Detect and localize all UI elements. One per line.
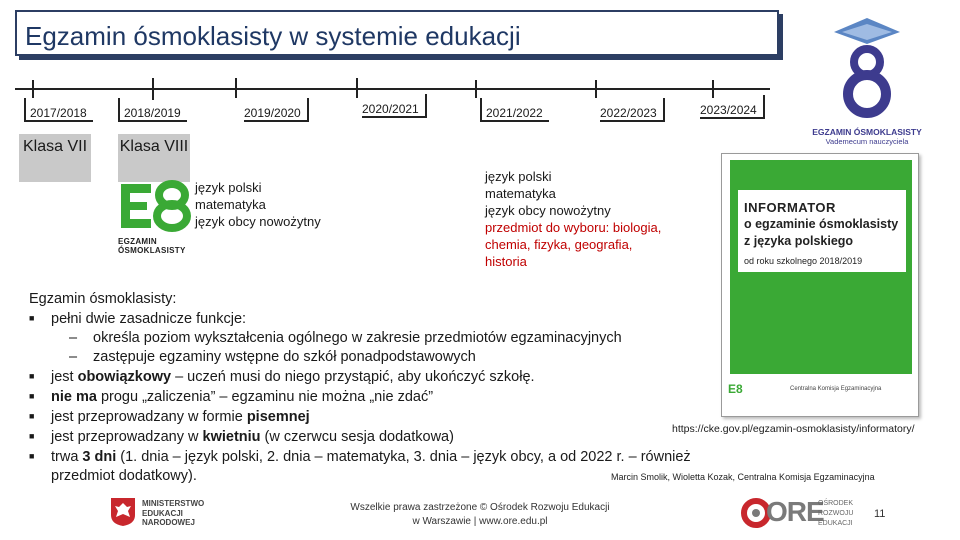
year-2020: 2020/2021	[362, 94, 427, 118]
bullet-functions: ■ pełni dwie zasadnicze funkcje:	[29, 311, 247, 327]
subjects-2019	[195, 179, 321, 230]
ministry-logo	[110, 497, 220, 529]
subject-item: matematyka	[195, 197, 266, 212]
main-heading: Egzamin ósmoklasisty:	[29, 291, 177, 307]
copyright	[330, 501, 630, 529]
informator-line1: INFORMATOR	[744, 200, 836, 215]
sub-bullet-2: – zastępuje egzaminy wstępne do szkół ponadpodstawowych	[69, 349, 476, 365]
ore-sub-line: OŚRODEK	[818, 500, 854, 507]
copyright-line1: Wszelkie prawa zastrzeżone © Ośrodek Rozwoju Edukacji	[350, 502, 610, 513]
egzamin-logo	[812, 14, 922, 144]
page-number: 11	[874, 508, 886, 520]
main-text	[29, 290, 691, 486]
egzamin-logo-subtitle: Vademecum nauczyciela	[825, 137, 909, 146]
subjects-2022	[485, 168, 661, 270]
timeline-axis	[15, 88, 770, 90]
subject-item: język obcy nowożytny	[485, 203, 611, 218]
sub-bullet-1: – określa poziom wykształcenia ogólnego w zakresie przedmiotów egzaminacyjnych	[69, 330, 622, 346]
e8-logo-icon	[118, 180, 196, 232]
copyright-line2: w Warszawie | www.ore.edu.pl	[412, 516, 548, 527]
informator-panel	[738, 190, 906, 272]
year-2023: 2023/2024	[700, 95, 765, 119]
ore-sub-line: ROZWOJU	[818, 510, 854, 517]
informator-line4: od roku szkolnego 2018/2019	[744, 256, 863, 266]
egzamin-logo-name: EGZAMIN ÓSMOKLASISTY	[812, 127, 922, 137]
informator-line2: o egzaminie ósmoklasisty	[744, 217, 899, 231]
title-box	[15, 10, 779, 56]
e8-logo-line1: EGZAMIN	[118, 237, 157, 246]
bullet-april: ■ jest przeprowadzany w kwietniu (w czerwcu sesja dodatkowa)	[29, 429, 454, 445]
subject-optional: przedmiot do wyboru: biologia,	[485, 220, 662, 235]
graduation-cap-8-icon	[812, 14, 922, 122]
subject-item: język polski	[195, 180, 262, 195]
klasa-viii: Klasa VIII	[118, 134, 190, 182]
ore-text: ORE	[766, 496, 824, 527]
ministry-line: MINISTERSTWO	[142, 499, 205, 508]
e8-logo-line2: ÓSMOKLASISTY	[118, 246, 186, 255]
e8-logo	[118, 180, 196, 255]
year-2019: 2019/2020	[244, 98, 309, 122]
bullet-no-threshold: ■ nie ma progu „zaliczenia” – egzaminu nie można „nie zdać”	[29, 389, 434, 405]
year-2021: 2021/2022	[480, 98, 549, 122]
subject-item: matematyka	[485, 186, 556, 201]
subject-item: język polski	[485, 169, 552, 184]
bullet-obligatory: ■ jest obowiązkowy – uczeń musi do niego przystąpić, aby ukończyć szkołę.	[29, 369, 535, 385]
subject-optional: historia	[485, 254, 527, 269]
klasa-vii: Klasa VII	[19, 134, 91, 182]
eagle-emblem-icon	[110, 497, 136, 527]
ministry-line: EDUKACJI	[142, 508, 183, 518]
informator-footer: Centralna Komisja Egzaminacyjna	[790, 386, 882, 392]
ore-logo	[740, 497, 860, 531]
informator-url[interactable]: https://cke.gov.pl/egzamin-osmoklasisty/informatory/	[672, 423, 915, 435]
subject-item: język obcy nowożytny	[195, 214, 321, 229]
ore-sub-line: EDUKACJI	[818, 520, 853, 527]
subject-optional: chemia, fizyka, geografia,	[485, 237, 633, 252]
bullet-duration: ■ trwa 3 dni (1. dnia – język polski, 2. dnia – matematyka, 3. dnia – język obcy, a od 2022 r. – również	[29, 449, 691, 465]
year-2018: 2018/2019	[118, 98, 187, 122]
page-title: Egzamin ósmoklasisty w systemie edukacji	[25, 21, 521, 51]
informator-footer-logo: E8	[728, 382, 743, 396]
informator-line3: z języka polskiego	[744, 234, 854, 248]
year-2017: 2017/2018	[24, 98, 93, 122]
informator-cover	[721, 153, 919, 417]
bullet-written: ■ jest przeprowadzany w formie pisemnej	[29, 409, 310, 425]
year-2022: 2022/2023	[600, 98, 665, 122]
authors: Marcin Smolik, Wioletta Kozak, Centralna Komisja Egzaminacyjna	[611, 472, 875, 482]
bullet-duration-cont: przedmiot dodatkowy).	[51, 468, 197, 484]
ministry-line: NARODOWEJ	[142, 518, 195, 527]
